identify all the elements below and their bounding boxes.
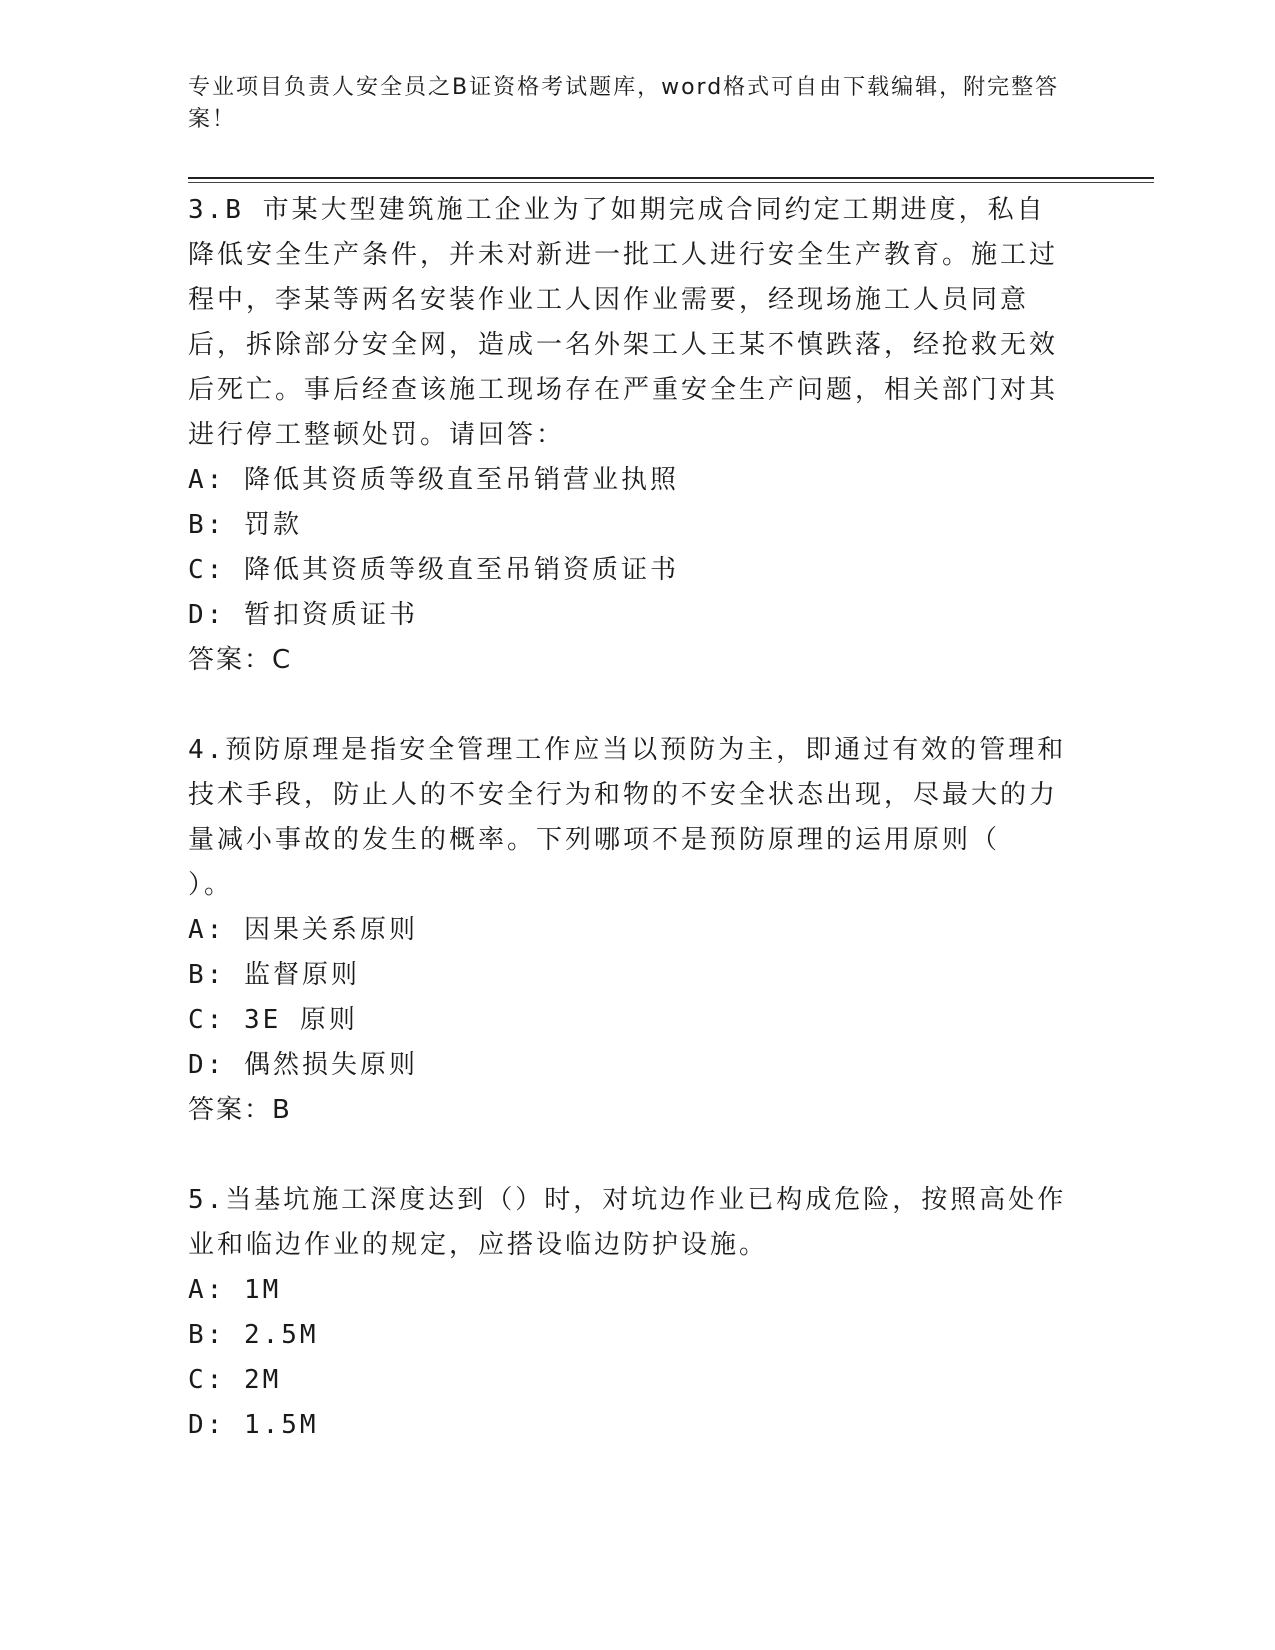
question-3-answer: 答案：C [188, 645, 293, 675]
header-divider-thin [188, 182, 1154, 183]
question-5-option-a: A: 1M [188, 1275, 282, 1305]
question-5-option-d: D: 1.5M [188, 1410, 319, 1440]
question-4-answer: 答案：B [188, 1095, 292, 1125]
question-5-text: 5.当基坑施工深度达到（）时，对坑边作业已构成危险，按照高处作业和临边作业的规定，应搭设临边防护设施。 [188, 1185, 1067, 1260]
question-3-option-d: D: 暂扣资质证书 [188, 600, 418, 630]
question-4-option-b: B: 监督原则 [188, 960, 360, 990]
question-3-option-b: B: 罚款 [188, 510, 302, 540]
question-5-option-c: C: 2M [188, 1365, 282, 1395]
question-4-option-d: D: 偶然损失原则 [188, 1050, 418, 1080]
question-3 [188, 188, 1068, 683]
question-5 [188, 1178, 1068, 1448]
question-spacer [188, 683, 1068, 728]
question-list [188, 188, 1068, 1448]
question-3-text: 3.B 市某大型建筑施工企业为了如期完成合同约定工期进度，私自降低安全生产条件，并未对新进一批工人进行安全生产教育。施工过程中，李某等两名安装作业工人因作业需要，经现场施工人员同意后，拆除部分安全网，造成一名外架工人王某不慎跌落，经抢救无效后死亡。事后经查该施工现场存在严重安全生产问题，相关部门对其进行停工整顿处罚。请回答： [188, 195, 1059, 450]
question-3-option-a: A: 降低其资质等级直至吊销营业执照 [188, 465, 679, 495]
question-4-option-c: C: 3E 原则 [188, 1005, 358, 1035]
question-4 [188, 728, 1068, 1133]
question-4-option-a: A: 因果关系原则 [188, 915, 418, 945]
question-spacer [188, 1133, 1068, 1178]
question-3-option-c: C: 降低其资质等级直至吊销资质证书 [188, 555, 679, 585]
document-header-title: 专业项目负责人安全员之B证资格考试题库，word格式可自由下载编辑，附完整答案！ [188, 75, 1060, 132]
question-5-option-b: B: 2.5M [188, 1320, 319, 1350]
question-4-text: 4.预防原理是指安全管理工作应当以预防为主，即通过有效的管理和技术手段，防止人的不安全行为和物的不安全状态出现，尽最大的力量减小事故的发生的概率。下列哪项不是预防原理的运用原则（ ）。 [188, 735, 1067, 900]
header-divider-thick [188, 177, 1154, 179]
